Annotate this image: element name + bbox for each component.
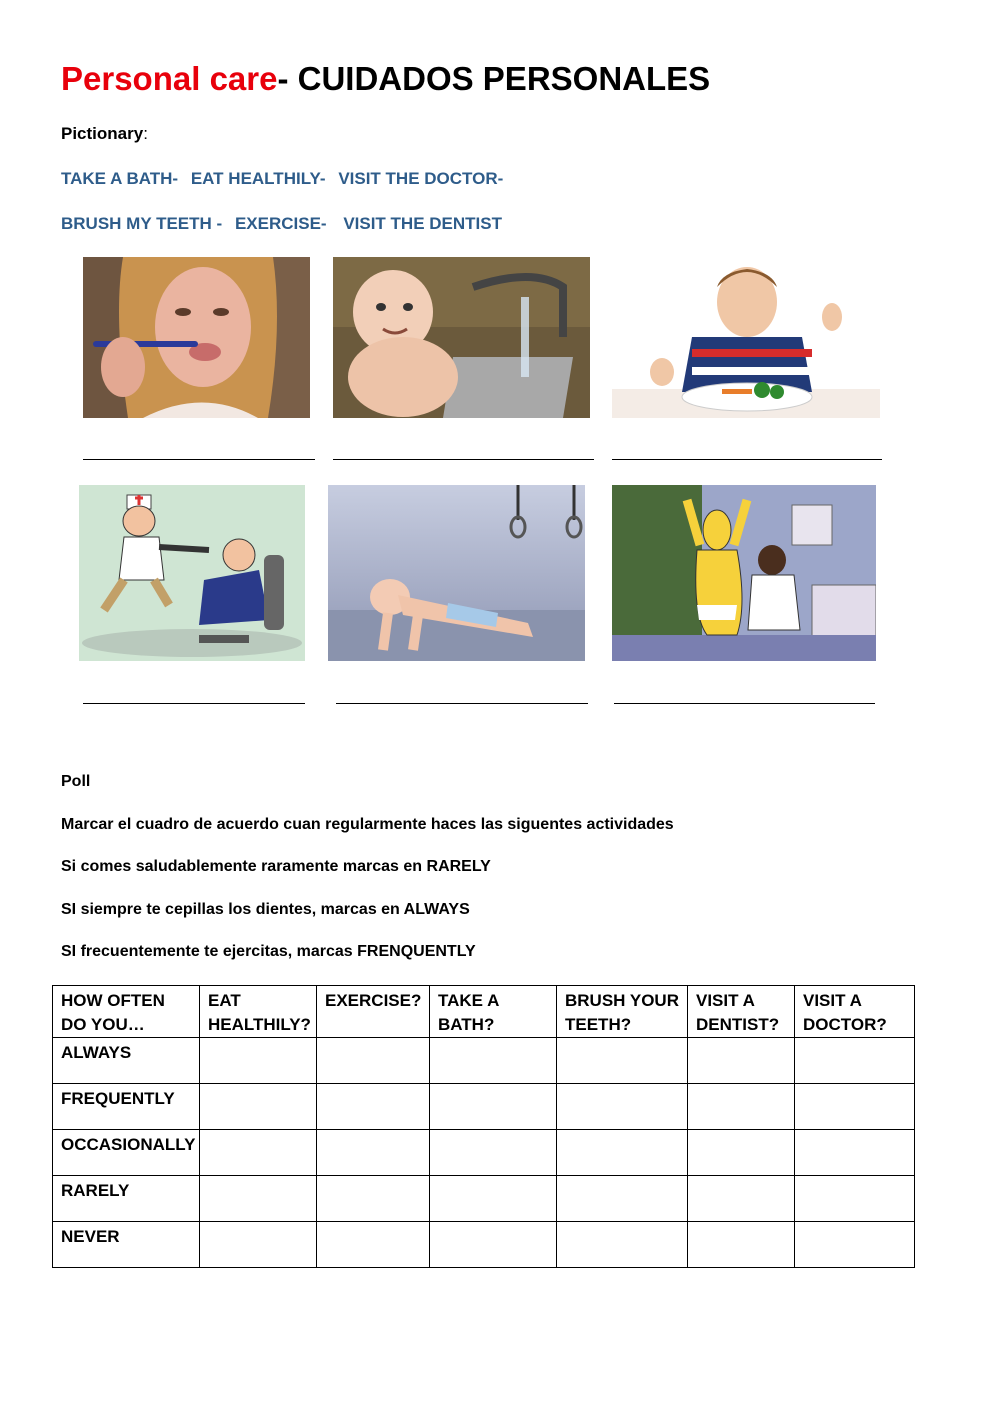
vocab-visit-the-doctor: VISIT THE DOCTOR- [338, 169, 504, 188]
answer-cell[interactable] [795, 1130, 915, 1176]
poll-example-rarely: Si comes saludablemente raramente marcas en RARELY [61, 858, 491, 875]
answer-cell[interactable] [688, 1130, 795, 1176]
table-row-frequently [53, 1084, 915, 1130]
answer-cell[interactable] [557, 1130, 688, 1176]
header-brush-your-teeth: BRUSH YOUR TEETH? [557, 986, 688, 1038]
table-row-rarely [53, 1176, 915, 1222]
answer-cell[interactable] [200, 1038, 317, 1084]
header-take-a-bath: TAKE A BATH? [430, 986, 557, 1038]
answer-cell[interactable] [688, 1038, 795, 1084]
answer-cell[interactable] [795, 1038, 915, 1084]
vocab-line-2 [61, 214, 502, 234]
frequency-poll-table [52, 985, 915, 1268]
poll-heading: Poll [61, 773, 91, 790]
answer-cell[interactable] [200, 1222, 317, 1268]
pictionary-label [61, 124, 148, 144]
page-title [61, 60, 710, 98]
answer-line [333, 459, 594, 460]
answer-cell[interactable] [430, 1130, 557, 1176]
answer-cell[interactable] [557, 1038, 688, 1084]
answer-cell[interactable] [430, 1222, 557, 1268]
dentist-cartoon-image [79, 485, 305, 661]
answer-cell[interactable] [317, 1038, 430, 1084]
vocab-take-a-bath: TAKE A BATH- [61, 169, 179, 188]
title-spanish: - CUIDADOS PERSONALES [277, 60, 711, 97]
pictionary-label-text: Pictionary [61, 124, 144, 143]
answer-cell[interactable] [317, 1130, 430, 1176]
row-label: ALWAYS [53, 1038, 200, 1084]
table-header-row [53, 986, 915, 1038]
answer-line [612, 459, 882, 460]
title-english: Personal care [61, 60, 278, 97]
baby-bathing-in-sink-photo [333, 257, 590, 418]
header-exercise: EXERCISE? [317, 986, 430, 1038]
header-visit-a-dentist: VISIT A DENTIST? [688, 986, 795, 1038]
pictionary-colon: : [143, 124, 148, 143]
answer-cell[interactable] [688, 1222, 795, 1268]
answer-line [614, 703, 875, 704]
answer-cell[interactable] [688, 1084, 795, 1130]
doctor-examining-patient-cartoon [612, 485, 876, 661]
vocab-brush-my-teeth: BRUSH MY TEETH - [61, 214, 223, 233]
vocab-exercise: EXERCISE- [234, 214, 327, 233]
header-visit-a-doctor: VISIT A DOCTOR? [795, 986, 915, 1038]
poll-instruction: Marcar el cuadro de acuerdo cuan regularmente haces las siguentes actividades [61, 816, 674, 833]
table-row-never [53, 1222, 915, 1268]
answer-cell[interactable] [430, 1038, 557, 1084]
answer-cell[interactable] [200, 1176, 317, 1222]
header-eat-healthily: EAT HEALTHILY? [200, 986, 317, 1038]
answer-cell[interactable] [795, 1176, 915, 1222]
answer-cell[interactable] [317, 1084, 430, 1130]
answer-cell[interactable] [688, 1176, 795, 1222]
answer-cell[interactable] [795, 1222, 915, 1268]
table-row-occasionally [53, 1130, 915, 1176]
answer-line [83, 703, 305, 704]
header-how-often: HOW OFTEN DO YOU… [53, 986, 200, 1038]
row-label: RARELY [53, 1176, 200, 1222]
answer-cell[interactable] [430, 1084, 557, 1130]
answer-line [83, 459, 315, 460]
answer-line [336, 703, 588, 704]
vocab-eat-healthily: EAT HEALTHILY- [190, 169, 326, 188]
girl-brushing-teeth-photo [83, 257, 310, 418]
table-row-always [53, 1038, 915, 1084]
answer-cell[interactable] [795, 1084, 915, 1130]
answer-cell[interactable] [557, 1222, 688, 1268]
poll-example-frequently: SI frecuentemente te ejercitas, marcas FRENQUENTLY [61, 943, 476, 960]
answer-cell[interactable] [317, 1222, 430, 1268]
answer-cell[interactable] [200, 1130, 317, 1176]
answer-cell[interactable] [557, 1084, 688, 1130]
row-label: FREQUENTLY [53, 1084, 200, 1130]
poll-example-always: SI siempre te cepillas los dientes, marcas en ALWAYS [61, 901, 470, 918]
baby-exercising-photo [328, 485, 585, 661]
answer-cell[interactable] [200, 1084, 317, 1130]
boy-eating-vegetables-photo [612, 257, 880, 418]
answer-cell[interactable] [430, 1176, 557, 1222]
answer-cell[interactable] [317, 1176, 430, 1222]
vocab-visit-the-dentist: VISIT THE DENTIST [343, 214, 502, 233]
answer-cell[interactable] [557, 1176, 688, 1222]
row-label: OCCASIONALLY [53, 1130, 200, 1176]
vocab-line-1 [61, 169, 503, 189]
row-label: NEVER [53, 1222, 200, 1268]
